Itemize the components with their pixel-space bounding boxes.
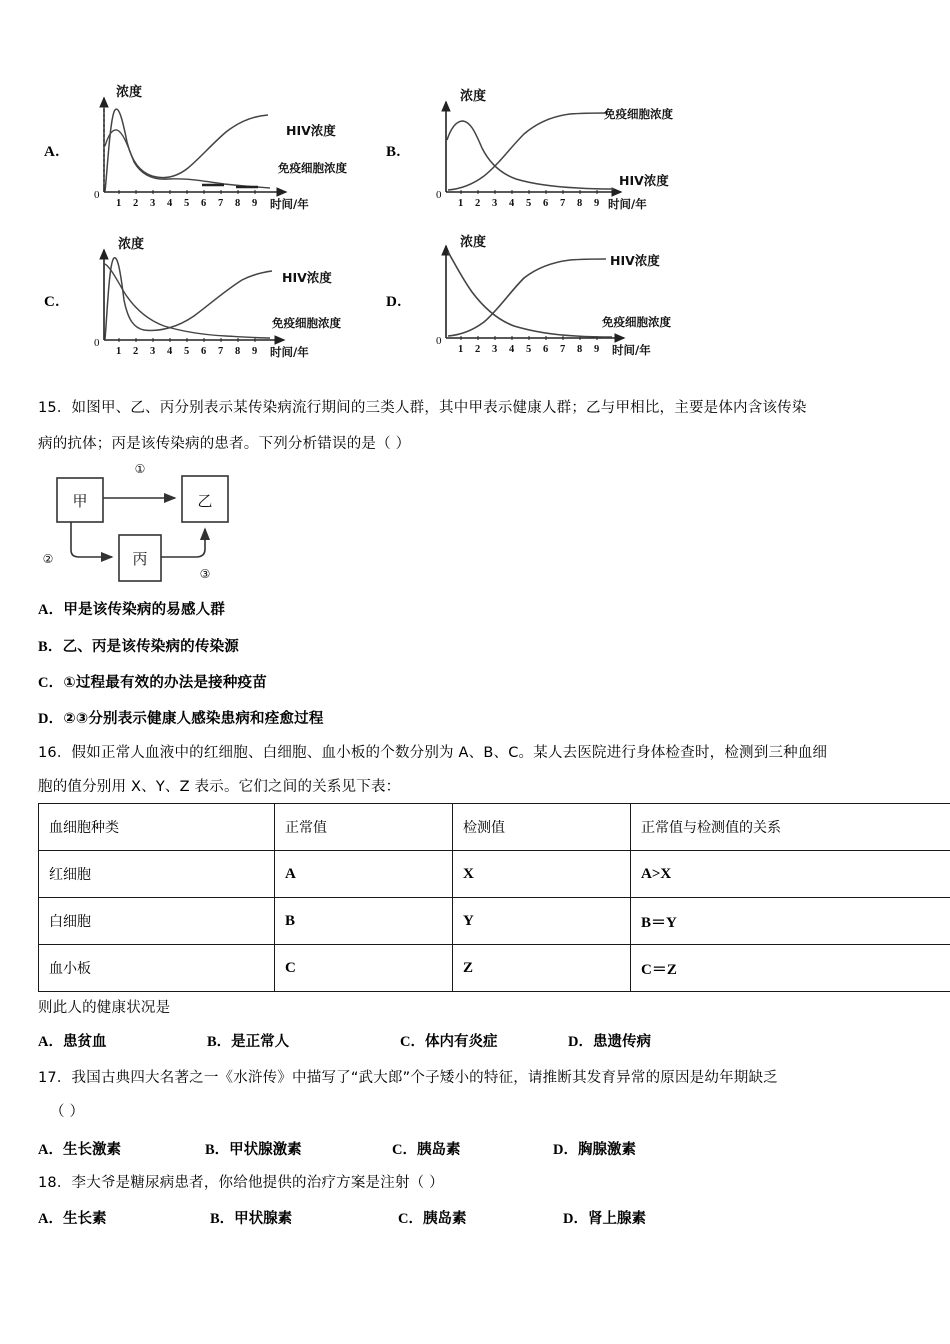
q18-stem-line1: 18．李大爷是糖尿病患者，你给他提供的治疗方案是注射（ ） — [38, 1175, 444, 1191]
svg-text:1: 1 — [116, 198, 122, 209]
flow-box-jia-label: 甲 — [72, 492, 88, 510]
option-b-graph — [382, 84, 742, 226]
q16-option-a — [38, 1030, 106, 1051]
table-header-cell-2: 检测值 — [453, 804, 631, 851]
q15-option-b — [38, 635, 239, 656]
q18-option-c-text: 胰岛素 — [422, 1211, 467, 1227]
svg-text:6: 6 — [543, 198, 549, 209]
svg-text:9: 9 — [594, 198, 600, 209]
svg-text:1: 1 — [458, 198, 464, 209]
table-cell-relation-1: B＝Y — [631, 898, 950, 945]
q15-option-d — [38, 707, 324, 728]
option-a-key: A. — [44, 144, 60, 160]
table-cell-relation-2: C＝Z — [631, 945, 950, 992]
svg-text:8: 8 — [577, 198, 583, 209]
table-cell-measured-2: Z — [453, 945, 631, 992]
q18-option-a-text: 生长素 — [62, 1211, 107, 1227]
option-c-origin: 0 — [94, 337, 100, 349]
svg-text:2: 2 — [475, 198, 481, 209]
q17-option-b — [205, 1138, 302, 1159]
option-c-curve-label-1: 免疫细胞浓度 — [272, 316, 341, 330]
table-header-row — [39, 804, 950, 851]
flow-arrow-2-label: ② — [42, 552, 54, 566]
svg-text:7: 7 — [218, 346, 224, 357]
svg-text:8: 8 — [235, 198, 241, 209]
q16-option-c-text: 体内有炎症 — [424, 1034, 498, 1050]
q16-option-b-text: 是正常人 — [231, 1034, 290, 1050]
svg-text:3: 3 — [150, 346, 156, 357]
q17-option-b-key: B． — [205, 1142, 230, 1158]
option-d-graph — [382, 234, 742, 376]
svg-text:5: 5 — [184, 346, 190, 357]
svg-text:5: 5 — [184, 198, 190, 209]
svg-text:6: 6 — [201, 346, 207, 357]
option-c-graph — [40, 234, 400, 376]
q18-option-d-text: 肾上腺素 — [587, 1211, 646, 1227]
table-cell-type-0: 红细胞 — [39, 851, 275, 898]
table-cell-relation-0: A>X — [631, 851, 950, 898]
table-header-cell-0: 血细胞种类 — [39, 804, 275, 851]
blood-cell-table — [38, 803, 950, 992]
q17-option-c — [392, 1138, 460, 1159]
option-a-ylabel: 浓度 — [116, 85, 143, 100]
q15-option-a-text: 甲是该传染病的易感人群 — [63, 602, 226, 618]
q16-after-table: 则此人的健康状况是 — [38, 1000, 171, 1016]
svg-text:7: 7 — [218, 198, 224, 209]
svg-text:6: 6 — [543, 344, 549, 355]
option-d-xticks — [458, 344, 599, 355]
table-cell-measured-0: X — [453, 851, 631, 898]
flow-arrow-3 — [161, 529, 205, 557]
option-d-ylabel: 浓度 — [460, 235, 487, 250]
q18-option-b — [210, 1207, 292, 1228]
q15-option-c-key: C． — [38, 675, 64, 691]
table-cell-measured-1: Y — [453, 898, 631, 945]
svg-text:2: 2 — [133, 346, 139, 357]
option-c-ylabel: 浓度 — [118, 237, 145, 252]
svg-text:3: 3 — [492, 198, 498, 209]
q18-option-a — [38, 1207, 106, 1228]
table-cell-normal-1: B — [275, 898, 453, 945]
svg-text:2: 2 — [475, 344, 481, 355]
flow-arrow-1-label: ① — [134, 462, 146, 476]
q17-option-d-text: 胸腺激素 — [577, 1142, 636, 1158]
svg-text:4: 4 — [167, 346, 173, 357]
option-d-key: D. — [386, 294, 402, 310]
svg-text:1: 1 — [458, 344, 464, 355]
q16-option-c-key: C． — [400, 1034, 425, 1050]
option-c-key: C. — [44, 294, 60, 310]
svg-text:4: 4 — [509, 344, 515, 355]
q15-option-b-text: 乙、丙是该传染病的传染源 — [62, 639, 239, 655]
q16-option-d-key: D． — [568, 1034, 593, 1050]
q17-stem-line1: 17．我国古典四大名著之一《水浒传》中描写了“武大郎”个子矮小的特征，请推断其发育异常的原因是幼年期缺乏 — [38, 1070, 778, 1086]
table-row — [39, 851, 950, 898]
option-c-svg — [74, 234, 400, 364]
option-c-curve-label-0: HIV浓度 — [282, 270, 332, 285]
option-a-graph — [40, 84, 400, 226]
table-cell-type-2: 血小板 — [39, 945, 275, 992]
option-d-xlabel: 时间/年 — [612, 343, 651, 357]
q17-option-c-key: C． — [392, 1142, 417, 1158]
table-row — [39, 898, 950, 945]
option-a-curve-label-0: HIV浓度 — [286, 123, 336, 138]
q16-option-c — [400, 1030, 497, 1051]
q16-option-b — [207, 1030, 289, 1051]
table-header-cell-1: 正常值 — [275, 804, 453, 851]
flow-arrow-2 — [71, 522, 112, 557]
option-c-xticks — [116, 346, 257, 357]
option-b-xlabel: 时间/年 — [608, 197, 647, 211]
q18-option-c — [398, 1207, 466, 1228]
q15-option-d-key: D． — [38, 711, 64, 727]
question14-option-graphs — [0, 84, 950, 374]
svg-text:4: 4 — [509, 198, 515, 209]
table-cell-normal-2: C — [275, 945, 453, 992]
option-b-curve-label-0: 免疫细胞浓度 — [604, 107, 673, 121]
q17-option-b-text: 甲状腺激素 — [229, 1142, 302, 1158]
q15-stem-line1: 15．如图甲、乙、丙分别表示某传染病流行期间的三类人群，其中甲表示健康人群；乙与甲相比，主要是体内含该传染 — [38, 400, 807, 416]
svg-text:7: 7 — [560, 198, 566, 209]
option-b-xticks — [458, 198, 599, 209]
q18-option-b-key: B． — [210, 1211, 235, 1227]
q17-stem-line2: （ ） — [50, 1104, 85, 1120]
option-b-origin: 0 — [436, 189, 442, 201]
q15-option-a — [38, 598, 225, 619]
option-a-xticks — [116, 198, 257, 209]
q16-option-a-key: A． — [38, 1034, 63, 1050]
svg-text:9: 9 — [252, 346, 258, 357]
svg-text:9: 9 — [252, 198, 258, 209]
q17-option-d — [553, 1138, 636, 1159]
flow-arrow-3-label: ③ — [199, 567, 211, 581]
q15-option-a-key: A． — [38, 602, 64, 618]
q15-option-d-text: ②③分别表示健康人感染患病和痊愈过程 — [63, 711, 324, 727]
flow-box-bing-label: 丙 — [132, 550, 148, 568]
q18-option-a-key: A． — [38, 1211, 63, 1227]
option-b-key: B. — [386, 144, 401, 160]
svg-text:5: 5 — [526, 344, 532, 355]
table-cell-normal-0: A — [275, 851, 453, 898]
svg-text:6: 6 — [201, 198, 207, 209]
q16-stem-line1: 16．假如正常人血液中的红细胞、白细胞、血小板的个数分别为 A、B、C。某人去医院进行身体检查时，检测到三种血细 — [38, 745, 828, 761]
option-b-svg — [416, 84, 742, 214]
q17-option-a — [38, 1138, 121, 1159]
svg-text:8: 8 — [577, 344, 583, 355]
table-row — [39, 945, 950, 992]
option-d-origin: 0 — [436, 335, 442, 347]
q16-option-b-key: B． — [207, 1034, 232, 1050]
option-a-xlabel: 时间/年 — [270, 197, 309, 211]
q15-option-c — [38, 671, 267, 692]
q15-flow-diagram — [30, 462, 310, 592]
q16-option-d — [568, 1030, 651, 1051]
option-c-xlabel: 时间/年 — [270, 345, 309, 359]
option-a-svg — [74, 84, 400, 214]
q16-option-a-text: 患贫血 — [62, 1034, 107, 1050]
q17-option-c-text: 胰岛素 — [416, 1142, 461, 1158]
flow-box-yi-label: 乙 — [197, 492, 213, 510]
q17-option-a-text: 生长激素 — [62, 1142, 121, 1158]
svg-text:1: 1 — [116, 346, 122, 357]
q18-option-b-text: 甲状腺素 — [234, 1211, 293, 1227]
q17-option-a-key: A． — [38, 1142, 63, 1158]
svg-text:3: 3 — [150, 198, 156, 209]
option-a-origin: 0 — [94, 189, 100, 201]
svg-text:9: 9 — [594, 344, 600, 355]
q15-option-c-text: ①过程最有效的办法是接种疫苗 — [63, 675, 267, 691]
svg-text:3: 3 — [492, 344, 498, 355]
table-header-cell-3: 正常值与检测值的关系 — [631, 804, 950, 851]
q17-option-d-key: D． — [553, 1142, 578, 1158]
option-a-curve-label-1: 免疫细胞浓度 — [278, 161, 347, 175]
svg-text:2: 2 — [133, 198, 139, 209]
q18-option-d-key: D． — [563, 1211, 588, 1227]
q16-stem-line2: 胞的值分别用 X、Y、Z 表示。它们之间的关系见下表： — [38, 779, 401, 795]
q15-option-b-key: B． — [38, 639, 63, 655]
svg-text:4: 4 — [167, 198, 173, 209]
option-b-curve-label-1: HIV浓度 — [619, 173, 669, 188]
q15-flow-svg — [30, 462, 310, 592]
q18-option-d — [563, 1207, 646, 1228]
q18-option-c-key: C． — [398, 1211, 423, 1227]
svg-text:7: 7 — [560, 344, 566, 355]
q15-stem-line2: 病的抗体；丙是该传染病的患者。下列分析错误的是（ ） — [38, 436, 411, 452]
option-b-ylabel: 浓度 — [460, 89, 487, 104]
option-d-curve-label-0: HIV浓度 — [610, 253, 660, 268]
option-d-curve-label-1: 免疫细胞浓度 — [602, 315, 671, 329]
q16-option-d-text: 患遗传病 — [592, 1034, 651, 1050]
option-d-svg — [416, 234, 742, 364]
svg-text:5: 5 — [526, 198, 532, 209]
table-cell-type-1: 白细胞 — [39, 898, 275, 945]
svg-text:8: 8 — [235, 346, 241, 357]
